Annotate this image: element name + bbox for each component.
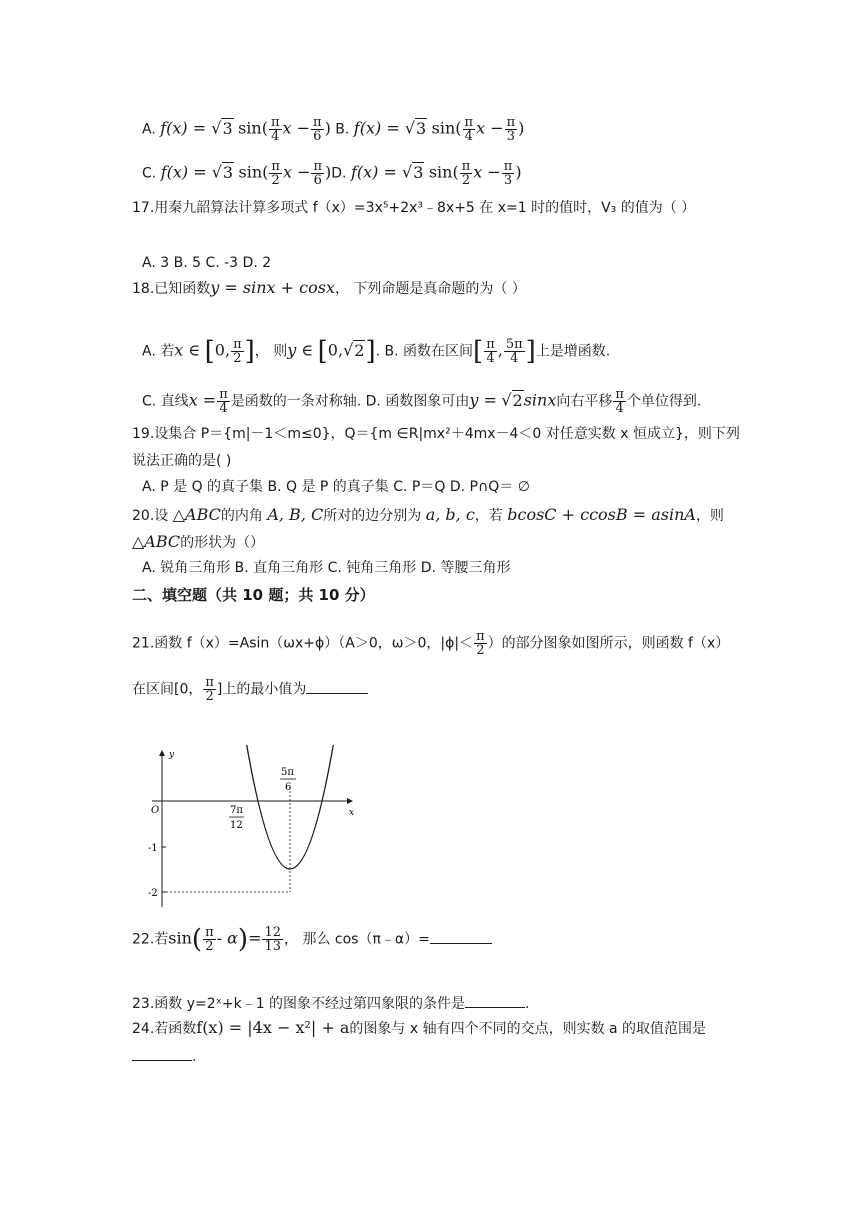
math-text: y = sinx + cosx — [210, 278, 335, 297]
q16-options-row1 — [142, 116, 524, 143]
q19-options: A. P 是 Q 的真子集 B. Q 是 P 的真子集 C. P＝Q D. P∩Q＝ ∅ — [142, 479, 530, 495]
fraction-pi-6: $\frac{\pi}{6}$ — [313, 115, 322, 144]
fraction-pi-6: $\frac{\pi}{6}$ — [313, 159, 323, 188]
math-text: ) — [325, 162, 332, 182]
q23-stem: 23.函数 y=2ˣ+k﹣1 的图象不经过第四象限的条件是 . — [132, 993, 530, 1014]
answer-blank[interactable] — [306, 679, 368, 694]
math-text: x − — [473, 162, 501, 182]
sqrt-3: √3 — [401, 162, 424, 182]
answer-blank[interactable] — [430, 929, 492, 944]
x-tick-label-7pi-den: 12 — [230, 820, 243, 831]
math-text: f(x) = |4x − x²| + a — [196, 1018, 350, 1037]
option-label: A. — [142, 121, 156, 138]
fraction-pi-2: $\frac{\pi}{2}$ — [271, 159, 280, 188]
function-graph — [140, 745, 365, 910]
math-text: ) — [324, 118, 331, 138]
y-tick-label: -2 — [148, 888, 158, 899]
math-text: f(x) = — [160, 118, 212, 138]
answer-blank[interactable] — [132, 1046, 192, 1061]
sqrt-3: √3 — [211, 118, 233, 138]
x-axis-label: x — [349, 808, 355, 818]
x-tick-label-5pi-den: 6 — [285, 782, 292, 793]
x-tick-label-7pi-num: 7π — [230, 805, 243, 816]
q24-stem-line1: 24.若函数f(x) = |4x − x²| + a的图象与 x 轴有四个不同的交点，则实数 a 的取值范围是 — [132, 1018, 707, 1037]
math-text: ) — [518, 118, 525, 138]
math-text: sin( — [238, 162, 269, 182]
math-text: f(x) = — [353, 118, 405, 138]
q19-stem-line1: 19.设集合 P＝{m|－1＜m≤0}，Q＝{m ∈R|mx²＋4mx－4＜0 对任意实数 x 恒成立}，则下列 — [132, 426, 740, 442]
answer-blank[interactable] — [465, 993, 525, 1008]
q16-options-row2 — [142, 160, 522, 187]
option-label: D. — [331, 165, 347, 182]
section-title: 二、填空题（共 10 题；共 10 分） — [132, 586, 375, 604]
sqrt-3: √3 — [211, 162, 234, 182]
fraction-pi-4: $\frac{\pi}{4}$ — [464, 115, 474, 144]
fraction-pi-2: $\frac{\pi}{2}$ — [461, 159, 471, 188]
y-tick-label: -1 — [148, 843, 158, 854]
fraction-pi-3: $\frac{\pi}{3}$ — [506, 115, 516, 144]
math-text: sin( — [238, 118, 268, 138]
math-text: sin( — [428, 162, 459, 182]
math-text: x − — [282, 162, 311, 182]
q20-stem-line2: △ABC的形状为（） — [132, 532, 265, 551]
q20-options: A. 锐角三角形 B. 直角三角形 C. 钝角三角形 D. 等腰三角形 — [142, 560, 511, 576]
q18-stem: 18.已知函数y = sinx + cosx， 下列命题是真命题的为（ ） — [132, 278, 526, 297]
option-label: C. — [142, 165, 157, 182]
q22-stem: 22.若sin( $\frac{\pi}{2}$ - α)= $\frac{12}{13}$ ， 那么 cos（π﹣α）= — [132, 926, 492, 953]
math-text: x − — [476, 118, 504, 138]
math-text: f(x) = — [350, 162, 402, 182]
y-axis-label: y — [169, 750, 175, 760]
option-label: B. — [335, 121, 350, 138]
sqrt-3: √3 — [404, 118, 427, 138]
q24-stem-line2: . — [132, 1046, 196, 1067]
q18-options-row2: C. 直线x = $\frac{\pi}{4}$ 是函数的一条对称轴. D. 函数图象可由y = √2sinx向右平移 $\frac{\pi}{4}$ 个单位得到. — [142, 387, 702, 416]
math-text: f(x) = — [160, 162, 212, 182]
fraction-pi-3: $\frac{\pi}{3}$ — [503, 159, 513, 188]
q19-stem-line2: 说法正确的是( ) — [132, 453, 232, 469]
math-text: sin( — [431, 118, 462, 138]
q20-stem-line1: 20.设 △ABC的内角 A, B, C所对的边分别为 a, b, c，若 bcosC + ccosB = asinA，则 — [132, 505, 724, 524]
q21-stem-line1: 21.函数 f（x）=Asin（ωx+ϕ）（A＞0，ω＞0，|ϕ|＜ $\frac{\pi}{2}$ ）的部分图象如图所示，则函数 f（x） — [132, 629, 730, 658]
math-text: ) — [515, 162, 522, 182]
q17-stem: 17.用秦九韶算法计算多项式 f（x）=3x⁵+2x³﹣8x+5 在 x=1 时的值时，V₃ 的值为（ ） — [132, 200, 696, 216]
x-tick-label-5pi-num: 5π — [281, 767, 294, 778]
q17-options: A. 3 B. 5 C. -3 D. 2 — [142, 255, 272, 271]
origin-label: O — [151, 805, 160, 816]
q18-options-row1: A. 若x ∈ [0, $\frac{\pi}{2}$ ]， 则y ∈ [0,√2]. B. 函数在区间[ $\frac{\pi}{4}$ , $\frac{5\pi}{4}$ ]上是增函数. — [142, 336, 611, 367]
q21-stem-line2: 在区间[0， $\frac{\pi}{2}$ ]上的最小值为 — [132, 676, 368, 703]
math-text: x − — [282, 118, 311, 138]
fraction-pi-4: $\frac{\pi}{4}$ — [270, 115, 280, 144]
